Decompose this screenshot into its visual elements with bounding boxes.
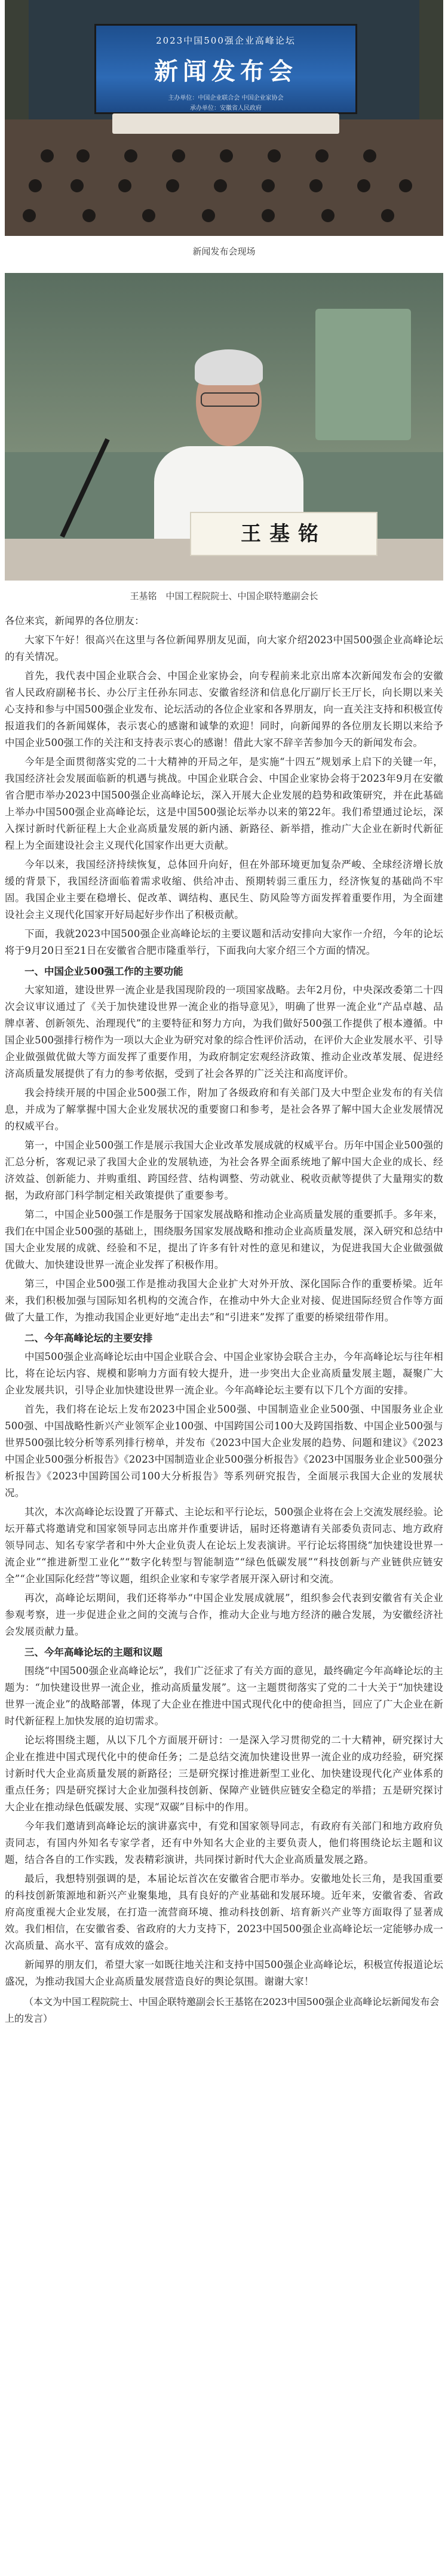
paragraph: 第三，中国企业500强工作是推动我国大企业扩大对外开放、深化国际合作的重要桥梁。近年来，我们积极加强与国际知名机构的交流合作，在推动中外大企业对接、促进国际经贸合作等方面做了大量工作，为推动我国企业更好地“走出去”和“引进来”发挥了重要的桥梁纽带作用。: [5, 1278, 443, 1323]
audience-head: [70, 179, 84, 192]
audience-head: [172, 149, 185, 162]
paragraph: 下面，我就2023中国500强企业高峰论坛的主要议题和活动安排向大家作一介绍，今年的论坛将于9月20日至21日在安徽省合肥市隆重举行，下面我向大家介绍三个方面的情况。: [5, 928, 443, 956]
paragraph: 首先，我们将在论坛上发布2023中国企业500强、中国制造业企业500强、中国服务业企业500强、中国战略性新兴产业领军企业100强、中国跨国公司100大及跨国指数、中国企业500强与世界500强比较分析等系列排行榜单，并发布《2023中国大企业发展的趋势、问题和建议》《2023中国企业500强分析报告》《2023中国制造业企业500强分析报告》《2023中国服务业企业500强分析报告》《2023中国跨国公司100大分析报告》等系列研究报告，全面展示我国大企业的发展状况。: [5, 1404, 443, 1499]
screen-sub-text: 主办单位：中国企业联合会 中国企业家协会: [168, 95, 284, 102]
article-body: [5, 613, 443, 2027]
paragraph: 首先，我代表中国企业联合会、中国企业家协会，向专程前来北京出席本次新闻发布会的安徽省人民政府副秘书长、办公厅主任孙东同志、安徽省经济和信息化厅副厅长王厅长，向长期以来关心支持和参与中国500强企业发布、论坛活动的各位企业家和各界朋友，向一直关注支持和积极宣传报道我们的各新闻媒体，表示衷心的感谢和诚挚的欢迎！同时，向新闻界的各位朋友长期以来给予中国企业500强工作的关注和支持表示衷心的感谢！借此大家不辞辛苦参加今天的新闻发布会。: [5, 670, 443, 748]
audience-head: [41, 149, 54, 162]
photo2-caption: 王基铭 中国工程院院士、中国企联特邀副会长: [130, 591, 318, 601]
screen-main-text: 新闻发布会: [154, 57, 297, 85]
photo1-caption: 新闻发布会现场: [192, 246, 256, 257]
background-plant: [315, 309, 411, 440]
section-heading: 二、今年高峰论坛的主要安排: [24, 1332, 153, 1344]
audience-head: [124, 149, 137, 162]
audience-head: [321, 209, 335, 222]
paragraph: 今年是全面贯彻落实党的二十大精神的开局之年，是实施“十四五”规划承上启下的关键一年，我国经济社会发展面临新的机遇与挑战。中国企业联合会、中国企业家协会将于2023年9月在安徽省合肥市举办2023中国500强企业高峰论坛，深入开展大企业发展的趋势和政策研究，并在此基础上举办中国500强企业高峰论坛，这是中国500强论坛举办以来的第22年。我们希望通过论坛，深入探讨新时代新征程上大企业高质量发展的新内涵、新路径、新举措，推动广大企业在新时代新征程上为全面建设社会主义现代化国家作出更大贡献。: [5, 756, 443, 851]
speaker-part: [201, 392, 259, 407]
audience-head: [142, 209, 155, 222]
section-heading: 一、中国企业500强工作的主要功能: [24, 966, 183, 977]
head-table: [112, 113, 339, 134]
audience-head: [29, 179, 42, 192]
paragraph: 我会持续开展的中国企业500强工作，附加了各级政府和有关部门及大中型企业发布的有关信息，并成为了解掌握中国大企业发展状况的重要窗口和参考，是社会各界了解中国大企业发展情况的权威平台。: [5, 1087, 443, 1132]
nameplate: 王基铭: [190, 512, 378, 556]
audience-head: [166, 179, 179, 192]
speaker-photo: [5, 273, 443, 581]
speaker-part: [195, 349, 263, 385]
paragraph: 大家下午好！很高兴在这里与各位新闻界朋友见面，向大家介绍2023中国500强企业高峰论坛的有关情况。: [5, 634, 443, 662]
stage-screen: [94, 24, 357, 114]
paragraph: 今年我们邀请到高峰论坛的演讲嘉宾中，有党和国家领导同志，有政府有关部门和地方政府负责同志，有国内外知名专家学者，还有中外知名大企业的主要负责人，他们将围绕论坛主题和议题，结合各自的工作实践，发表精彩演讲，共同探讨新时代大企业高质量发展之路。: [5, 1820, 443, 1865]
paragraph: 其次，本次高峰论坛设置了开幕式、主论坛和平行论坛，500强企业将在会上交流发展经验。论坛开幕式将邀请党和国家领导同志出席并作重要讲话，届时还将邀请有关部委负责同志、地方政府领导同志、知名专家学者和中外大企业负责人在论坛上发表演讲。平行论坛将围绕“加快建设世界一流企业”“推进新型工业化”“数字化转型与智能制造”“绿色低碳发展”“科技创新与产业链供应链安全”“企业国际化经营”等议题，组织企业家和专家学者展开深入研讨和交流。: [5, 1506, 443, 1585]
paragraph: 大家知道，建设世界一流企业是我国现阶段的一项国家战略。去年2月份，中央深改委第二十四次会议审议通过了《关于加快建设世界一流企业的指导意见》，明确了世界一流企业“产品卓越、品牌卓著、创新领先、治理现代”的主要特征和努力方向，为我们做好500强工作提供了根本遵循。中国企业500强排行榜作为一项以大企业为研究对象的综合性评价活动，在评价大企业发展水平、引导企业做强做优做大等方面发挥了重要作用，为政府制定宏观经济政策、推动企业改革发展、促进经济高质量发展提供了有力的参考依据，受到了社会各界的广泛关注和高度评价。: [5, 984, 443, 1079]
audience-head: [23, 209, 36, 222]
audience-head: [315, 149, 329, 162]
audience-row: [5, 179, 443, 190]
screen-top-text: 2023中国500强企业高峰论坛: [156, 35, 296, 46]
paragraph: 围绕“中国500强企业高峰论坛”，我们广泛征求了有关方面的意见，最终确定今年高峰论坛的主题为：“加快建设世界一流企业，推动高质量发展”。这一主题贯彻落实了党的二十大关于“加快建设世界一流企业”的战略部署，体现了大企业在推进中国式现代化中的使命担当，回应了广大企业在新时代新征程上加快发展的迫切需求。: [5, 1665, 443, 1727]
audience-row: [5, 209, 443, 220]
audience-head: [381, 209, 394, 222]
audience-head: [220, 149, 233, 162]
audience-head: [118, 179, 131, 192]
paragraph: 新闻界的朋友们，希望大家一如既往地关注和支持中国500强企业高峰论坛，积极宣传报道论坛盛况，为推动我国大企业高质量发展营造良好的舆论氛围。谢谢大家！: [5, 1959, 443, 1987]
greeting: 各位来宾，新闻界的各位朋友：: [5, 615, 145, 627]
audience-head: [76, 149, 90, 162]
audience-head: [357, 179, 370, 192]
audience-head: [363, 149, 376, 162]
audience-head: [202, 209, 215, 222]
audience-head: [214, 179, 227, 192]
audience-row: [5, 149, 443, 160]
audience-head: [399, 179, 412, 192]
paragraph: 中国500强企业高峰论坛由中国企业联合会、中国企业家协会联合主办，今年高峰论坛与往年相比，将在论坛内容、规模和影响力方面有较大提升，进一步突出大企业高质量发展主题，凝聚广大企业发展共识，引导企业加快建设世界一流企业。今年高峰论坛主要有以下几个方面的安排。: [5, 1351, 443, 1396]
section-heading: 三、今年高峰论坛的主题和议题: [24, 1647, 162, 1658]
paragraph: 今年以来，我国经济持续恢复，总体回升向好，但在外部环境更加复杂严峻、全球经济增长放缓的背景下，我国经济面临着需求收缩、供给冲击、预期转弱三重压力，经济恢复的基础尚不牢固。我国企业主要在稳增长、促改革、调结构、惠民生、防风险等方面发挥着重要作用，为全面建设社会主义现代化国家开好局起好步作出了积极贡献。: [5, 859, 443, 920]
audience-head: [268, 149, 281, 162]
paragraph: 第二，中国企业500强工作是服务于国家发展战略和推动企业高质量发展的重要抓手。多年来，我们在中国企业500强的基础上，围绕服务国家发展战略和推动企业高质量发展，深入研究和总结中国大企业发展的成就、经验和不足，提出了许多有针对性的意见和建议，为促进我国大企业做强做优做大、加快建设世界一流企业发挥了积极作用。: [5, 1209, 443, 1270]
paragraph: 论坛将围绕主题，从以下几个方面展开研讨：一是深入学习贯彻党的二十大精神，研究探讨大企业在推进中国式现代化中的使命任务；二是总结交流加快建设世界一流企业的成功经验，研究探讨新时代大企业高质量发展的新路径；三是研究探讨推进新型工业化、加快建设现代化产业体系的重点任务；四是研究探讨大企业加强科技创新、保障产业链供应链安全稳定的举措；五是研究探讨大企业在推动绿色低碳发展、实现“双碳”目标中的作用。: [5, 1734, 443, 1813]
paragraph: 再次，高峰论坛期间，我们还将举办“中国企业发展成就展”，组织参会代表到安徽省有关企业参观考察，进一步促进企业之间的交流与合作，推动大企业与地方经济的融合发展，为安徽经济社会发展贡献力量。: [5, 1592, 443, 1637]
press-conference-photo: [5, 0, 443, 236]
audience-head: [82, 209, 96, 222]
audience-head: [262, 179, 275, 192]
microphone-icon: [60, 438, 109, 538]
audience-head: [262, 209, 275, 222]
paragraph: 第一，中国企业500强工作是展示我国大企业改革发展成就的权威平台。历年中国企业500强的汇总分析，客观记录了我国大企业的发展轨迹，为社会各界全面系统地了解中国大企业的成长、经济效益、创新能力、并购重组、跨国经营、结构调整、劳动就业、税收贡献等提供了大量翔实的数据，为政府部门科学制定相关政策提供了重要参考。: [5, 1140, 443, 1201]
paragraph: 最后，我想特别强调的是，本届论坛首次在安徽省合肥市举办。安徽地处长三角，是我国重要的科技创新策源地和新兴产业聚集地，具有良好的产业基础和发展环境。近年来，安徽省委、省政府高度重视大企业发展，在打造一流营商环境、推动科技创新、培育新兴产业等方面取得了显著成效。我们相信，在安徽省委、省政府的大力支持下，2023中国500强企业高峰论坛一定能够办成一次高质量、高水平、富有成效的盛会。: [5, 1873, 443, 1951]
footer-note: （本文为中国工程院院士、中国企联特邀副会长王基铭在2023中国500强企业高峰论坛新闻发布会上的发言）: [5, 1996, 440, 2024]
screen-sub2-text: 承办单位：安徽省人民政府: [190, 105, 262, 112]
audience-head: [309, 179, 323, 192]
